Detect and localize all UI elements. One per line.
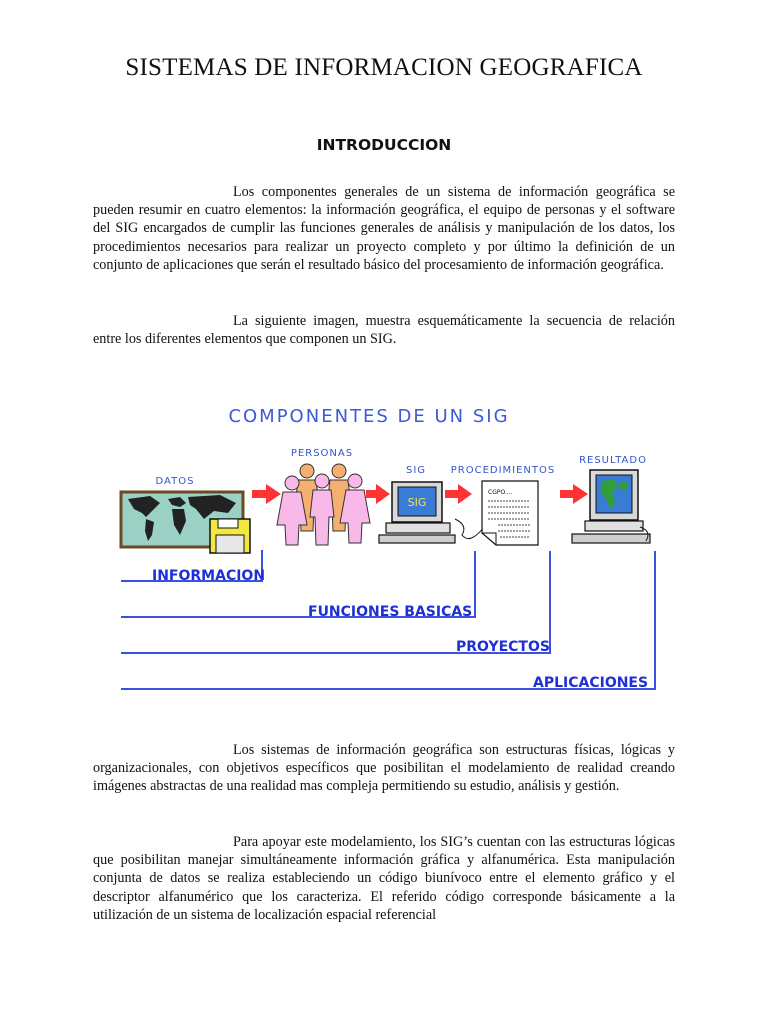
- arrow-icon: [560, 484, 588, 504]
- paragraph-2: La siguiente imagen, muestra esquemáticamente la secuencia de relación entre los diferentes elementos que componen un SIG.: [93, 313, 675, 348]
- arrow-icon: [445, 484, 472, 504]
- level-funciones-basicas: FUNCIONES BASICAS: [308, 604, 473, 620]
- section-heading: INTRODUCCION: [316, 136, 452, 154]
- paragraph-4: Para apoyar este modelamiento, los SIG’s cuentan con las estructuras lógicas que posibilitan manejar simultáneamente información gráfica y alfanumérica. Esta manipulación conjunta de datos se realiza estableciendo un código biunívoco entre el elemento gráfico y el descriptor alfanumérico que los caracteriza. El referido código corresponde básicamente a la utilización de un sistema de localización espacial referencial: [93, 834, 675, 923]
- people-group-icon: [277, 464, 370, 545]
- document-icon: [482, 481, 538, 545]
- computer-icon: [379, 482, 484, 543]
- document-text: CGPO....: [488, 489, 513, 496]
- label-procedimientos: PROCEDIMIENTOS: [450, 465, 556, 476]
- paragraph-1: Los componentes generales de un sistema de información geográfica se pueden resumir en cuatro elementos: la información geográfica, el equipo de personas y el software del SIG encargados de cumplir las funciones generales de análisis y manipulación de los datos, los procedimientos necesarios para realizar un proyecto completo y por último la definición de un conjunto de aplicaciones que serán el resultado básico del procesamiento de información geográfica.: [93, 184, 675, 273]
- level-proyectos: PROYECTOS: [456, 639, 550, 655]
- arrow-icon: [252, 484, 281, 504]
- label-resultado: RESULTADO: [579, 455, 647, 466]
- paragraph-3: Los sistemas de información geográfica son estructuras físicas, lógicas y organizacionales, con objetivos específicos que posibilitan el modelamiento de realidad creando imágenes abstractas de una realidad mas compleja permitiendo su estudio, análisis y gestión.: [93, 742, 675, 795]
- level-informacion: INFORMACION: [152, 568, 266, 584]
- floppy-disk-icon: [210, 519, 250, 553]
- document-title: SISTEMAS DE INFORMACION GEOGRAFICA: [125, 54, 643, 81]
- label-personas: PERSONAS: [290, 448, 354, 459]
- diagram-title: COMPONENTES DE UN SIG: [228, 406, 510, 427]
- level-aplicaciones: APLICACIONES: [533, 675, 649, 691]
- sig-components-diagram: [0, 395, 768, 705]
- label-sig: SIG: [405, 465, 427, 476]
- arrow-icon: [366, 484, 390, 504]
- result-computer-icon: [572, 470, 650, 543]
- screen-label: SIG: [407, 496, 427, 509]
- label-datos: DATOS: [155, 476, 195, 487]
